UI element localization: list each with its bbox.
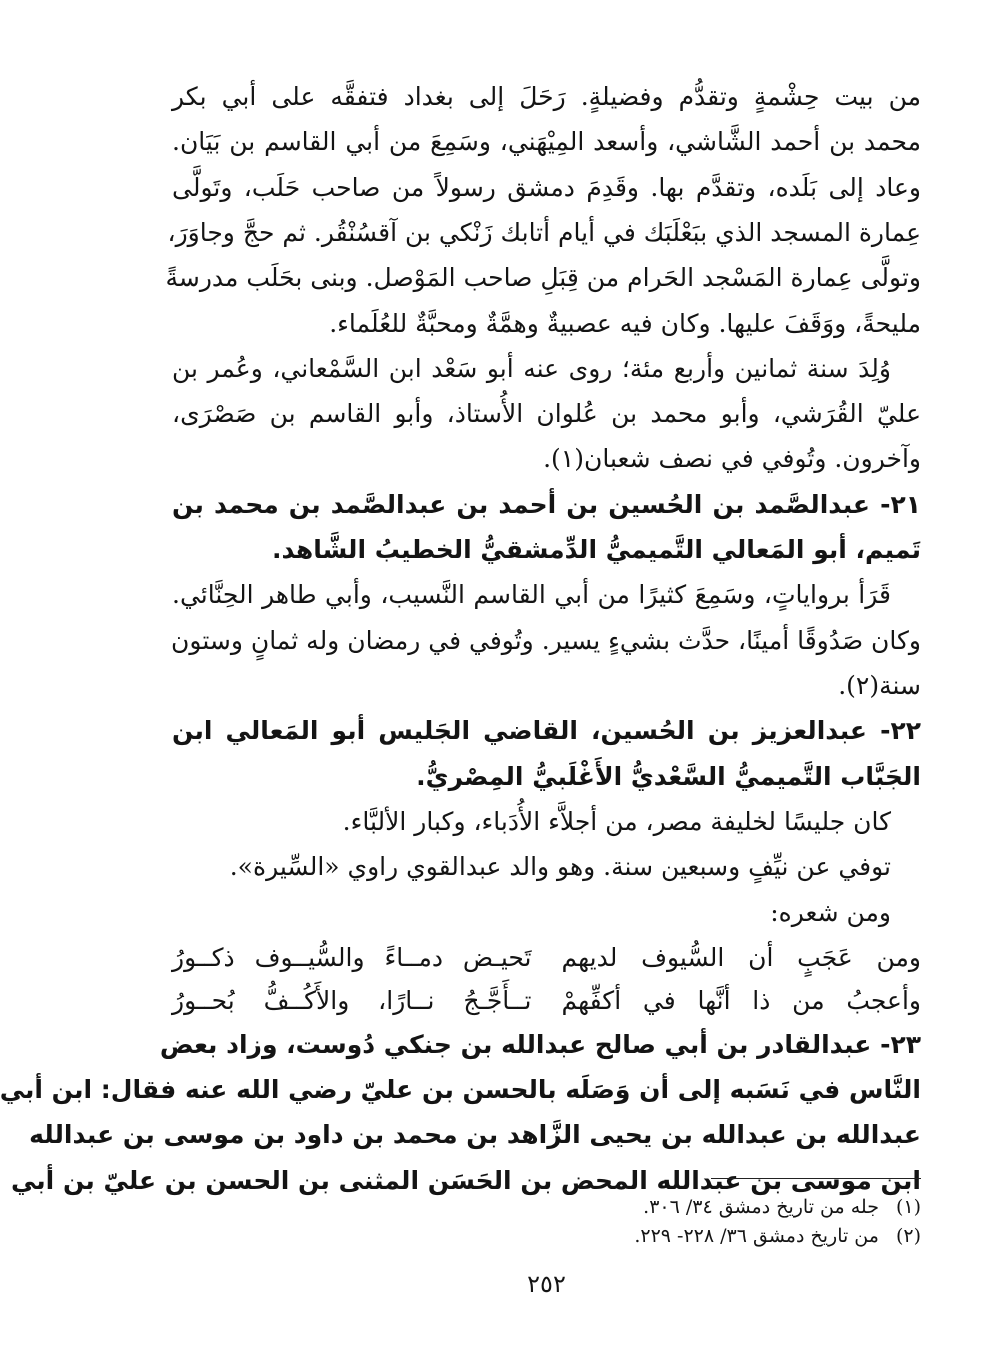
body-line: كان جليسًا لخليفة مصر، من أجلاَّء الأُدَباء، وكبار الألبَّاء. xyxy=(342,807,891,836)
body-line: ومن شعره: xyxy=(770,898,891,927)
second-hemistich: تــأَجَّـجُ نــارًا، والأَكُــفُّ بُحــورُ xyxy=(172,986,532,1015)
page-number: ٢٥٢ xyxy=(527,1270,566,1298)
entry-heading-23: ٢٣- عبدالقادر بن أبي صالح عبدالله بن جنكي دُوست، وزاد بعض xyxy=(159,1030,921,1059)
first-hemistich: ومن عَجَبٍ أن السُّيوف لديهم xyxy=(561,943,921,972)
body-line: محمد بن أحمد الشَّاشي، وأسعد المِيْهَني، وسَمِعَ من أبي القاسم بن بَيَان. xyxy=(172,127,921,156)
footnote-2 xyxy=(172,1221,921,1251)
body-line: من بيت حِشْمةٍ وتقدُّم وفضيلةٍ. رَحَلَ إلى بغداد فتفقَّه على أبي بكر xyxy=(172,82,921,111)
body-line: توفي عن نيِّفٍ وسبعين سنة. وهو والد عبدالقوي راوي «السِّيرة». xyxy=(229,852,891,881)
footnote-text: جله من تاريخ دمشق ٣٤/ ٣٠٦. xyxy=(643,1196,879,1218)
body-line: وكان صَدُوقًا أمينًا، حدَّث بشيءٍ يسير. وتُوفي في رمضان وله ثمانٍ وستون xyxy=(171,626,921,655)
body-line: قَرَأ برواياتٍ، وسَمِعَ كثيرًا من أبي القاسم النَّسيب، وأبي طاهر الحِنَّائي. xyxy=(172,580,891,609)
entry-heading-21: ٢١- عبدالصَّمد بن الحُسين بن أحمد بن عبدالصَّمد بن محمد بن xyxy=(172,490,921,519)
entry-heading-23-cont: النَّاس في نَسَبه إلى أن وَصَلَه بالحسن بن عليّ رضي الله عنه فقال: ابن أبي xyxy=(0,1075,921,1104)
body-line: عليّ القُرَشي، وأبو محمد بن عُلوان الأُستاذ، وأبو القاسم بن صَصْرَى، xyxy=(172,399,921,428)
body-line: سنة(٢). xyxy=(838,671,921,700)
entry-heading-23-cont: ابن موسى بن عبدالله المحض بن الحَسَن المثنى بن الحسن بن عليّ بن أبي xyxy=(10,1166,921,1195)
body-line: عِمارة المسجد الذي ببَعْلَبَك في أيام أتابك زَنْكي بن آقسُنْقُر. ثم حجَّ وجاوَرَ، xyxy=(167,218,921,247)
footnote-text: من تاريخ دمشق ٣٦/ ٢٢٨- ٢٢٩. xyxy=(634,1225,879,1247)
footnote-number: (٢) xyxy=(895,1225,921,1247)
body-line: وتولَّى عِمارة المَسْجد الحَرام من قِبَلِ صاحب المَوْصل. وبنى بحَلَب مدرسةً xyxy=(165,263,921,292)
body-line: وُلِدَ سنة ثمانين وأربع مئة؛ روى عنه أبو سَعْد ابن السَّمْعاني، وعُمر بن xyxy=(172,354,891,383)
footnote-divider xyxy=(711,1178,921,1179)
body-line: مليحةً، ووَقَفَ عليها. وكان فيه عصبيةٌ وهمَّةٌ ومحبَّةٌ للعُلَماء. xyxy=(329,309,921,338)
footnote-1 xyxy=(172,1192,921,1222)
body-line: وعاد إلى بَلَده، وتقدَّم بها. وقَدِمَ دمشق رسولاً من صاحب حَلَب، وتَولَّى xyxy=(172,173,921,202)
entry-heading-23-cont: عبدالله بن عبدالله بن يحيى الزَّاهد بن محمد بن داود بن موسى بن عبدالله xyxy=(29,1120,921,1149)
entry-heading-22-cont: الجَبَّاب التَّميميُّ السَّعْديُّ الأَغْلَبيُّ المِصْريُّ. xyxy=(416,762,921,791)
entry-heading-21-cont: تَميم، أبو المَعالي التَّميميُّ الدِّمشقيُّ الخطيبُ الشَّاهد. xyxy=(271,535,921,564)
book-page xyxy=(0,74,921,1326)
poem-verse xyxy=(172,978,921,1024)
first-hemistich: وأعجبُ من ذا أنَّها في أكفِّهمْ xyxy=(561,986,921,1015)
second-hemistich: تَحيـض دمــاءً والسُّيــوف ذكــورُ xyxy=(172,943,532,972)
entry-heading-22: ٢٢- عبدالعزيز بن الحُسين، القاضي الجَليس أبو المَعالي ابن xyxy=(172,716,921,745)
poem-verse xyxy=(172,935,921,981)
body-line: وآخرون. وتُوفي في نصف شعبان(١). xyxy=(543,444,921,473)
footnote-number: (١) xyxy=(895,1196,921,1218)
